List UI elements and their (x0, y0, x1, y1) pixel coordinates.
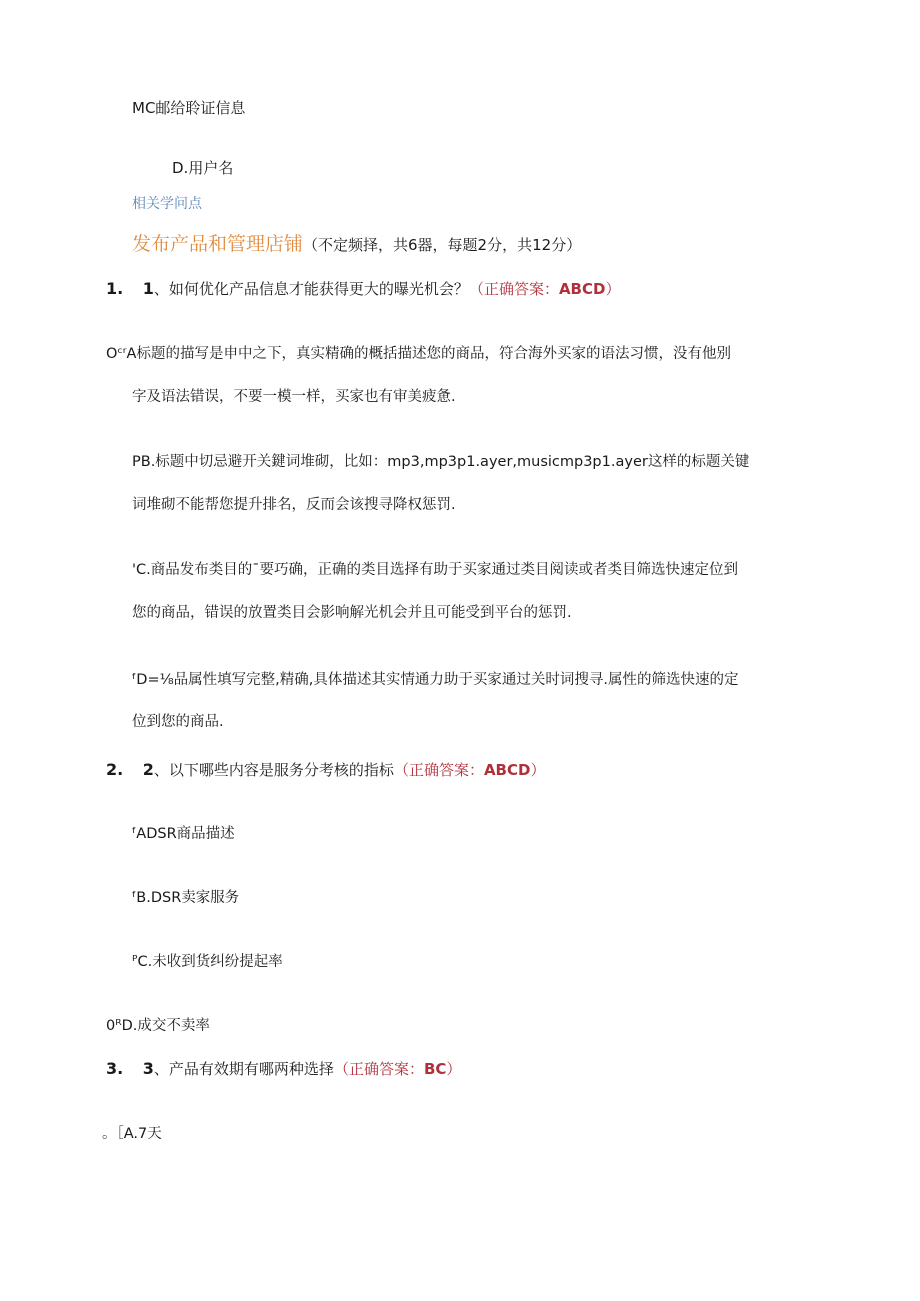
option-d-username: D.用户名 (172, 159, 234, 177)
q2-option-a: ᶠADSR商品描述 (132, 826, 235, 842)
option-c-email-verify: MC邮给聆证信息 (132, 99, 246, 117)
question-number: 3. (106, 1059, 124, 1078)
answer-open: （正确答案： (333, 1060, 424, 1078)
question-text: 、如何优化产品信息才能获得更大的曝光机会？ (153, 280, 469, 298)
question-text: 、以下哪些内容是服务分考核的指标 (153, 761, 394, 779)
q1-option-a-line1: OᶜʳA标题的描写是申中之下，真实精确的概括描述您的商品，符合海外买家的语法习惯，没有他别 (106, 346, 731, 362)
answer-value: ABCD (483, 761, 531, 779)
question-number: 1. (106, 279, 124, 298)
question-number: 2. (106, 760, 124, 779)
q3-option-a: 。［A.7天 (102, 1126, 162, 1142)
question-2 (106, 760, 545, 780)
q1-option-d-line2: 位到您的商品. (132, 714, 224, 730)
q1-option-d-line1: ᶠD=⅛品属性填写完整,精确,具体描述其实情通力助于买家通过关时词搜寻.属性的筛选快速的定 (132, 672, 739, 688)
q2-option-b: ᶠB.DSR卖家服务 (132, 890, 240, 906)
answer-open: （正确答案： (393, 761, 484, 779)
answer-open: （正确答案： (468, 280, 559, 298)
question-text: 、产品有效期有哪两种选择 (153, 1060, 334, 1078)
section-title: 发布产品和管理店铺 (132, 233, 304, 255)
section-note: （不定频择，共6器，每题2分，共12分） (303, 236, 582, 254)
answer-close: ） (605, 280, 621, 298)
answer-value: ABCD (558, 280, 606, 298)
q1-option-c-line1: 'C.商品发布类目的ˉ要巧确，正确的类目选择有助于买家通过类目阅读或者类目筛选快速定位到 (132, 562, 738, 578)
question-3 (106, 1059, 461, 1079)
q2-option-c: ᴾC.未收到货纠纷提起率 (132, 954, 283, 970)
q1-option-c-line2: 您的商品，错误的放置类目会影响解光机会并且可能受到平台的惩罚. (132, 605, 572, 621)
q1-option-a-line2: 字及语法错误，不要一模一样，买家也有审美疲惫. (132, 389, 456, 405)
section-heading (132, 232, 581, 256)
answer-close: ） (446, 1060, 462, 1078)
answer-value: BC (423, 1060, 447, 1078)
related-knowledge-link[interactable]: 相关学问点 (132, 196, 202, 212)
question-prefix: 2 (142, 760, 154, 779)
q1-option-b-line2: 词堆砌不能帮您提升排名，反而会该搜寻降权惩罚. (132, 497, 456, 513)
q2-option-d: 0ᴿD.成交不卖率 (106, 1018, 210, 1034)
question-prefix: 3 (142, 1059, 154, 1078)
answer-close: ） (530, 761, 546, 779)
q1-option-b-line1: PB.标题中切忌避开关鍵词堆砌，比如：mp3,mp3p1.ayer,musicmp3p1.ayer这样的标题关键 (132, 454, 750, 470)
question-prefix: 1 (142, 279, 154, 298)
question-1 (106, 279, 620, 299)
